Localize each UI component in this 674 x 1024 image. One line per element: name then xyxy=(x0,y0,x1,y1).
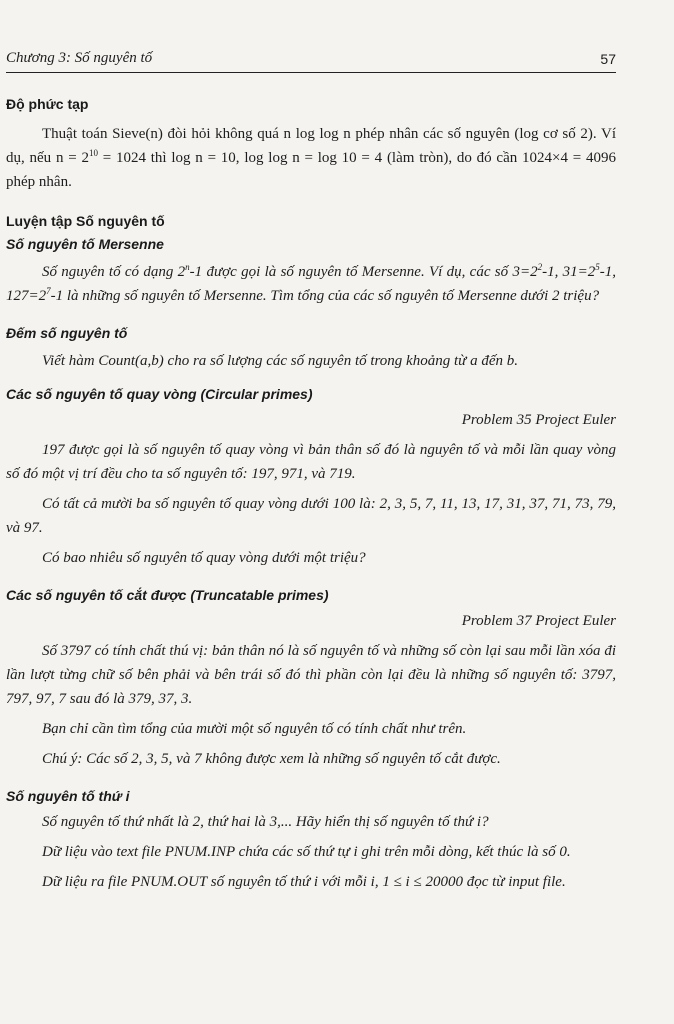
truncatable-source: Problem 37 Project Euler xyxy=(461,613,616,629)
count-paragraph: Viết hàm Count(a,b) cho ra số lượng các số nguyên tố trong khoảng từ a đến b. xyxy=(42,353,518,369)
heading-practice: Luyện tập Số nguyên tố xyxy=(6,213,165,229)
heading-circular: Các số nguyên tố quay vòng (Circular primes) xyxy=(6,386,313,402)
ith-prime-paragraph-2: Dữ liệu vào text file PNUM.INP chứa các số thứ tự i ghi trên mỗi dòng, kết thúc là số 0. xyxy=(42,844,571,860)
heading-truncatable: Các số nguyên tố cắt được (Truncatable primes) xyxy=(6,587,329,603)
chapter-title: Chương 3: Số nguyên tố xyxy=(6,50,153,66)
heading-mersenne: Số nguyên tố Mersenne xyxy=(6,236,164,252)
circular-source: Problem 35 Project Euler xyxy=(461,412,616,428)
running-header xyxy=(6,50,616,73)
mersenne-paragraph: Số nguyên tố có dạng 2$^n$-1 được gọi là số nguyên tố Mersenne. Ví dụ, các số $3=2^2-1$, $31=2^5-1$, $127=2^7-1$ là những số nguyên tố Mersenne. Tìm tổng của các số nguyên tố Mersenne dưới 2 triệu? xyxy=(6,262,616,304)
complexity-paragraph: Thuật toán Sieve(n) đòi hỏi không quá n log log n phép nhân các số nguyên (log cơ số 2). Ví dụ, nếu $n = 2^{10} = 1024$ thì log n = 10, log log n = log 10 = 4 (làm tròn), do đó cần 1024×4 = 4096 phép nhân. xyxy=(6,126,616,190)
circular-paragraph-2: Có tất cả mười ba số nguyên tố quay vòng dưới 100 là: 2, 3, 5, 7, 11, 13, 17, 31, 37, 71, 73, 79, và 97. xyxy=(6,496,616,536)
truncatable-paragraph-1: Số 3797 có tính chất thú vị: bản thân nó là số nguyên tố và những số còn lại sau mỗi lần xóa đi lần lượt từng chữ số bên phải và bên trái số đó thì phần còn lại đều là những số nguyên tố: 3797, 797, 97, 7 sau đó là 379, 37, 3. xyxy=(6,643,616,707)
heading-ith-prime: Số nguyên tố thứ i xyxy=(6,788,130,804)
ith-prime-paragraph-1: Số nguyên tố thứ nhất là 2, thứ hai là 3,... Hãy hiển thị số nguyên tố thứ i? xyxy=(42,814,489,830)
circular-paragraph-3: Có bao nhiêu số nguyên tố quay vòng dưới một triệu? xyxy=(42,550,366,566)
ith-prime-paragraph-3: Dữ liệu ra file PNUM.OUT số nguyên tố thứ i với mỗi i, 1 ≤ i ≤ 20000 đọc từ input file. xyxy=(42,874,566,890)
page-number: 57 xyxy=(600,51,616,67)
heading-count: Đếm số nguyên tố xyxy=(6,325,128,341)
truncatable-paragraph-2: Bạn chỉ cần tìm tổng của mười một số nguyên tố có tính chất như trên. xyxy=(42,721,467,737)
heading-complexity: Độ phức tạp xyxy=(6,96,89,112)
circular-paragraph-1: 197 được gọi là số nguyên tố quay vòng vì bản thân số đó là nguyên tố và mỗi lần quay vòng số đó một vị trí đều cho ta số nguyên tố: 197, 971, và 719. xyxy=(6,442,616,482)
page-content xyxy=(6,96,616,894)
truncatable-paragraph-3: Chú ý: Các số 2, 3, 5, và 7 không được xem là những số nguyên tố cắt được. xyxy=(42,751,501,767)
